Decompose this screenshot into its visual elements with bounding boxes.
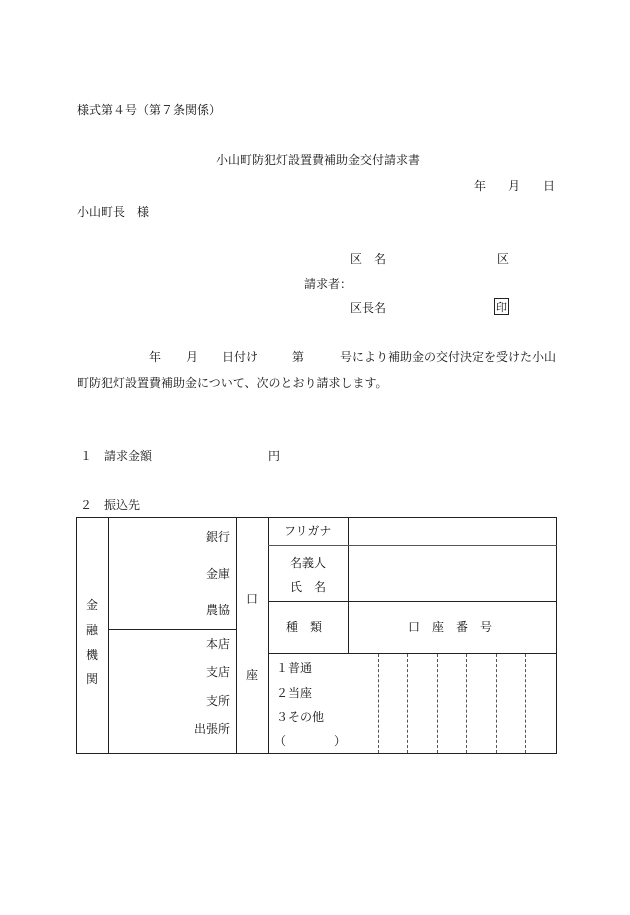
section1-heading: １ 請求金額 [80,449,153,463]
section2-heading: ２ 振込先 [80,498,141,512]
account-type-other: ３その他 [276,710,325,724]
account-label-char-1: 口 [245,592,258,606]
form-number: 様式第４号（第７条関係） [77,103,222,117]
body-line2: 町防犯灯設置費補助金について、次のとおり請求します。 [77,376,388,390]
institution-label-char-4: 関 [85,672,98,686]
amount-unit: 円 [268,449,281,463]
requester-label: 請求者： [304,277,353,291]
account-number-label: 口 座 番 号 [408,620,493,634]
institution-label-char-1: 金 [85,598,98,612]
addressee: 小山町長 様 [77,205,150,219]
branch-type-head-office: 本店 [206,637,231,651]
body-line1-rest: 号により補助金の交付決定を受けた小山 [340,350,557,364]
branch-type-office: 出張所 [194,722,231,736]
date-year: 年 [474,179,487,193]
district-label: 区 名 [350,252,387,266]
body-year: 年 [149,350,162,364]
body-month: 月 [186,350,199,364]
date-day: 日 [543,179,556,193]
furigana-label: フリガナ [284,524,332,538]
holder-label-line1: 名義人 [290,556,327,570]
account-type-label: 種 類 [286,620,323,634]
institution-label-char-3: 機 [85,648,98,662]
account-type-other-blank: （ ） [274,734,347,748]
body-no: 第 [292,350,305,364]
seal-box: 印 [494,298,509,315]
page-title: 小山町防犯灯設置費補助金交付請求書 [216,153,421,167]
account-label-char-2: 座 [245,668,258,682]
account-type-current: ２当座 [276,686,313,700]
district-suffix: 区 [497,252,510,266]
holder-label-line2: 氏 名 [290,580,327,594]
date-month: 月 [508,179,521,193]
bank-type-agri-coop: 農協 [206,603,231,617]
account-type-ordinary: １普通 [276,661,313,675]
district-head-label: 区長名 [350,301,387,315]
bank-type-bank: 銀行 [206,530,231,544]
institution-label-char-2: 融 [85,623,98,637]
branch-type-sub-branch: 支所 [206,694,231,708]
bank-type-credit-union: 金庫 [206,567,231,581]
body-dated: 日付け [222,350,259,364]
branch-type-branch: 支店 [206,665,231,679]
